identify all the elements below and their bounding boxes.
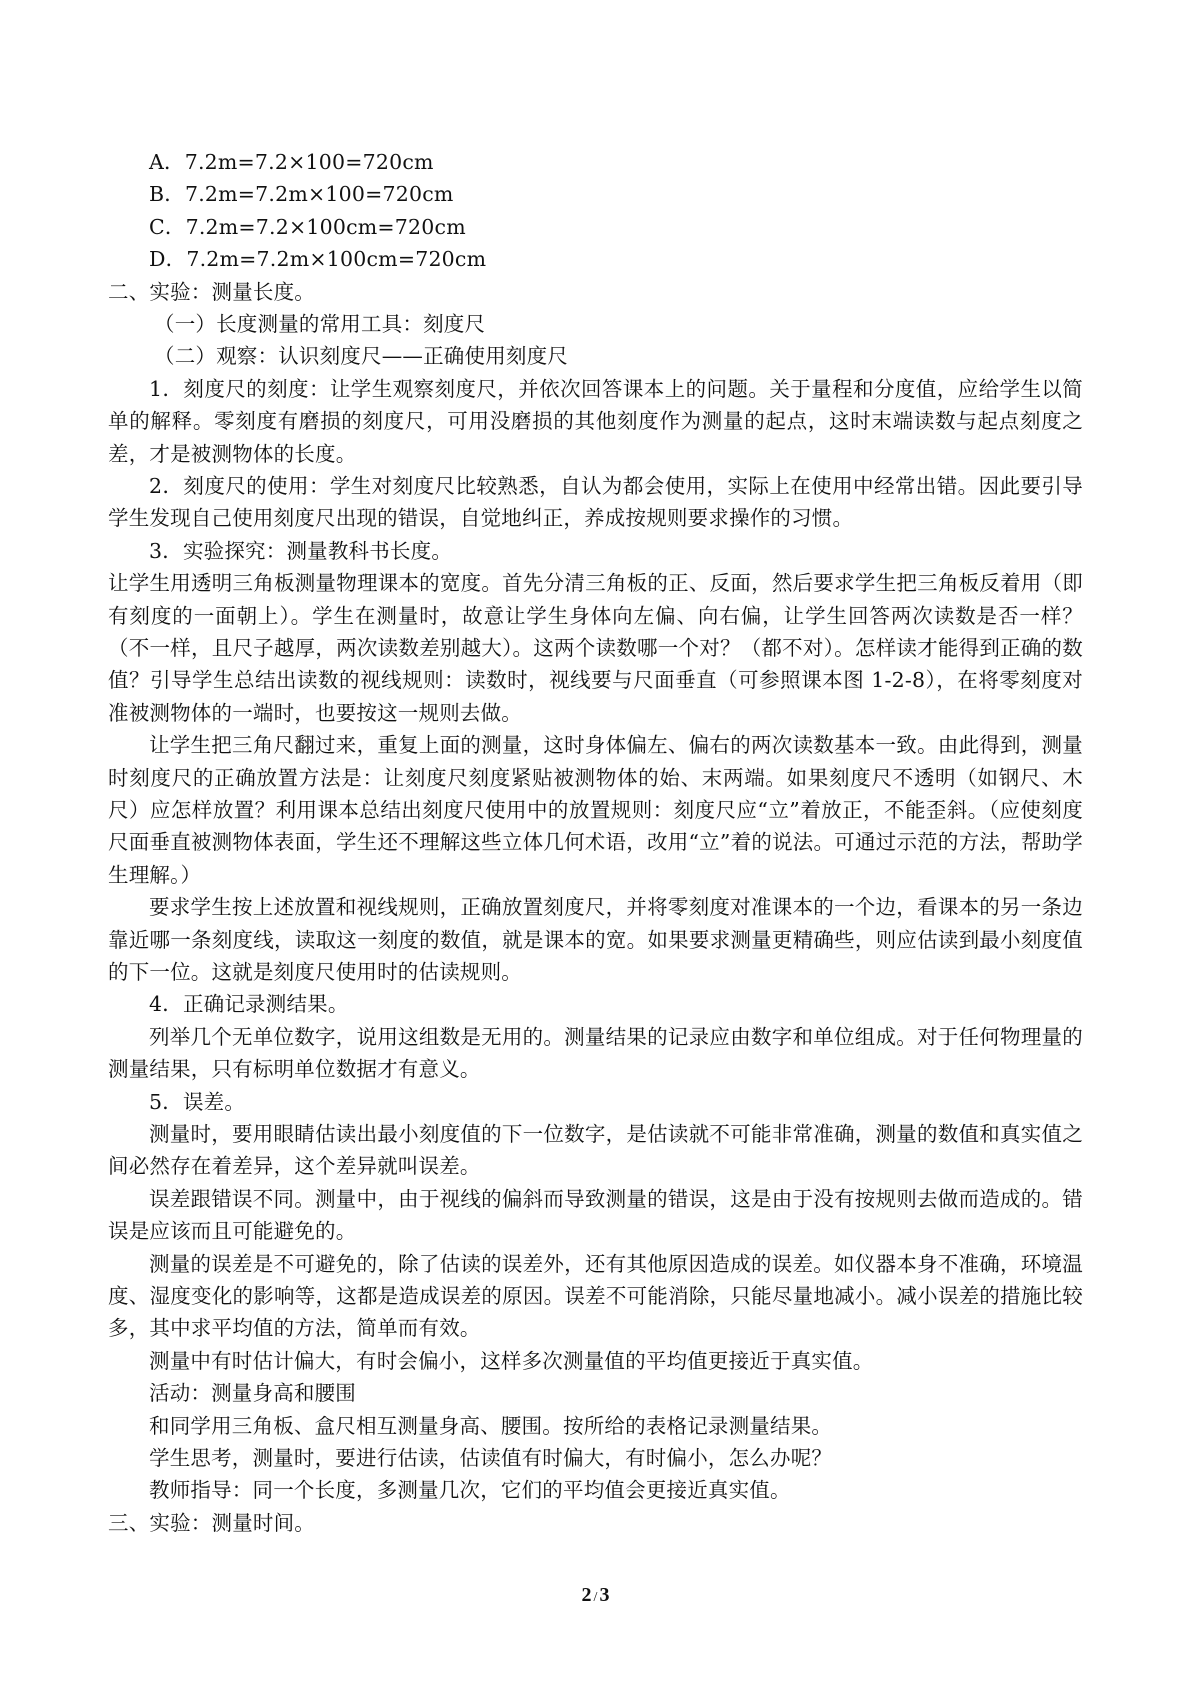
- subheading-tools: （一）长度测量的常用工具：刻度尺: [154, 311, 486, 336]
- paragraph-flip-ruler: 让学生把三角尺翻过来，重复上面的测量，这时身体偏左、偏右的两次读数基本一致。由此得到，测量时刻度尺的正确放置方法是：让刻度尺刻度紧贴被测物体的始、末两端。如果刻度尺不透明（如钢尺、木尺）应怎样放置？利用课本总结出刻度尺使用中的放置规则：刻度尺应“立”着放正，不能歪斜。（应使刻度尺面垂直被测物体表面，学生还不理解这些立体几何术语，改用“立”着的说法。可通过示范的方法，帮助学生理解。）: [108, 733, 1083, 887]
- activity-body: 和同学用三角板、盒尺相互测量身高、腰围。按所给的表格记录测量结果。: [149, 1413, 833, 1438]
- activity-title: 活动：测量身高和腰围: [149, 1381, 356, 1406]
- current-page: 2: [581, 1584, 592, 1606]
- paragraph-usage: 2．刻度尺的使用：学生对刻度尺比较熟悉，自认为都会使用，实际上在使用中经常出错。因此要引导学生发现自己使用刻度尺出现的错误，自觉地纠正，养成按规则要求操作的习惯。: [108, 473, 1083, 531]
- page-number: [0, 1584, 1191, 1607]
- option-b: B．7.2m=7.2m×100=720cm: [149, 182, 454, 207]
- subheading-observe: （二）观察：认识刻度尺——正确使用刻度尺: [154, 344, 568, 369]
- option-a: A．7.2m=7.2×100=720cm: [149, 150, 434, 174]
- paragraph-estimate-rule: 要求学生按上述放置和视线规则，正确放置刻度尺，并将零刻度对准课本的一个边，看课本的另一条边靠近哪一条刻度线，读取这一刻度的数值，就是课本的宽。如果要求测量更精确些，则应估读到最小刻度值的下一位。这就是刻度尺使用时的估读规则。: [108, 895, 1083, 985]
- page-separator: /: [593, 1590, 598, 1605]
- option-d: D．7.2m=7.2m×100cm=720cm: [149, 247, 487, 272]
- item-error-title: 5．误差。: [149, 1089, 246, 1114]
- document-body: [108, 146, 1083, 1539]
- paragraph-scale: 1．刻度尺的刻度：让学生观察刻度尺，并依次回答课本上的问题。关于量程和分度值，应给学生以简单的解释。零刻度有磨损的刻度尺，可用没磨损的其他刻度作为测量的起点，这时末端读数与起点刻度之差，才是被测物体的长度。: [108, 376, 1083, 466]
- paragraph-error-definition: 测量时，要用眼睛估读出最小刻度值的下一位数字，是估读就不可能非常准确，测量的数值和真实值之间必然存在着差异，这个差异就叫误差。: [108, 1122, 1083, 1179]
- paragraph-record: 列举几个无单位数字，说用这组数是无用的。测量结果的记录应由数字和单位组成。对于任何物理量的测量结果，只有标明单位数据才有意义。: [108, 1024, 1083, 1082]
- option-c: C．7.2m=7.2×100cm=720cm: [149, 214, 466, 239]
- teacher-guidance: 教师指导：同一个长度，多测量几次，它们的平均值会更接近真实值。: [149, 1478, 791, 1503]
- item-experiment-title: 3．实验探究：测量教科书长度。: [149, 538, 453, 563]
- section-heading-length: 二、实验：测量长度。: [108, 279, 315, 304]
- item-record-title: 4．正确记录测结果。: [149, 992, 349, 1017]
- section-heading-time: 三、实验：测量时间。: [108, 1510, 315, 1535]
- total-pages: 3: [599, 1584, 610, 1606]
- paragraph-average: 测量中有时估计偏大，有时会偏小，这样多次测量值的平均值更接近于真实值。: [149, 1348, 874, 1373]
- paragraph-error-reduction: 测量的误差是不可避免的，除了估读的误差外，还有其他原因造成的误差。如仪器本身不准确，环境温度、湿度变化的影响等，这都是造成误差的原因。误差不可能消除，只能尽量地减小。减小误差的措施比较多，其中求平均值的方法，简单而有效。: [108, 1251, 1083, 1341]
- paragraph-error-vs-mistake: 误差跟错误不同。测量中，由于视线的偏斜而导致测量的错误，这是由于没有按规则去做而造成的。错误是应该而且可能避免的。: [108, 1186, 1083, 1244]
- paragraph-experiment: 让学生用透明三角板测量物理课本的宽度。首先分清三角板的正、反面，然后要求学生把三角板反着用（即有刻度的一面朝上）。学生在测量时，故意让学生身体向左偏、向右偏，让学生回答两次读数是否一样？（不一样，且尺子越厚，两次读数差别越大）。这两个读数哪一个对？（都不对）。怎样读才能得到正确的数值？引导学生总结出读数的视线规则：读数时，视线要与尺面垂直（可参照课本图 1-2-8），在将零刻度对准被测物体的一端时，也要按这一规则去做。: [108, 571, 1083, 725]
- student-thinking: 学生思考，测量时，要进行估读，估读值有时偏大，有时偏小，怎么办呢？: [149, 1446, 833, 1471]
